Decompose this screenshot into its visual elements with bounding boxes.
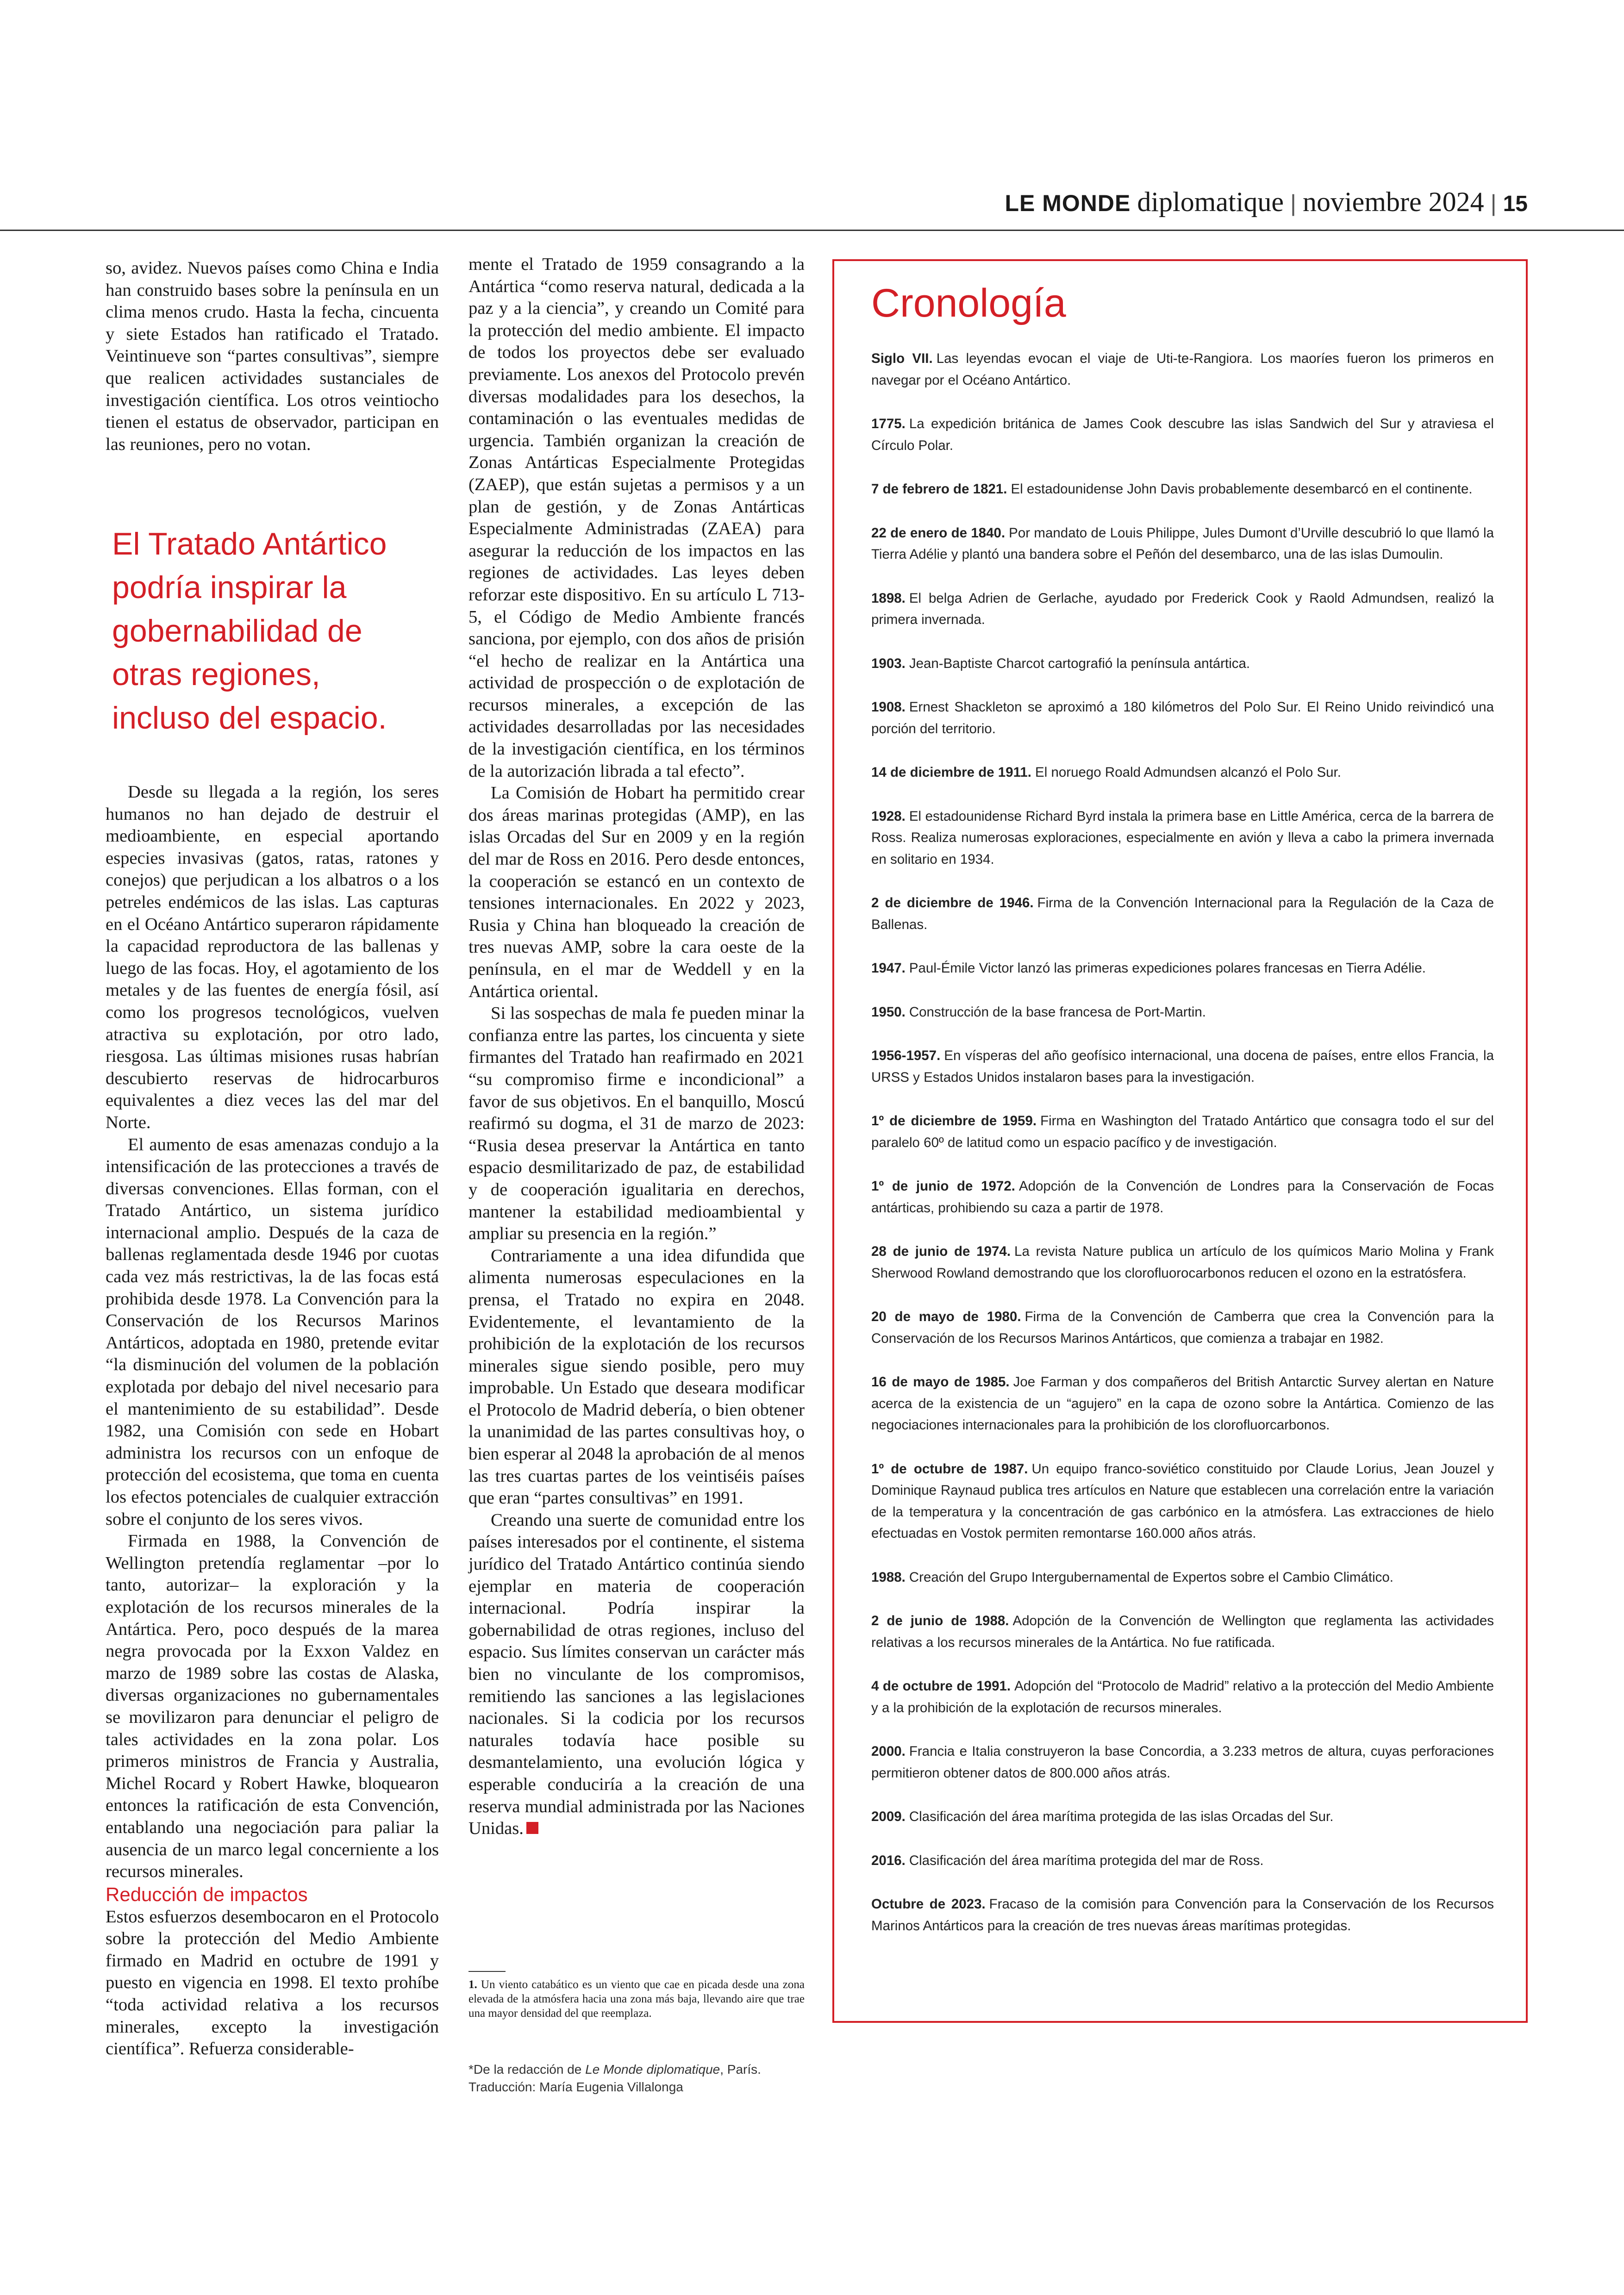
chronology-text: El belga Adrien de Gerlache, ayudado por Frederick Cook y Raold Admundsen, realizó la primera invernada.	[871, 590, 1494, 627]
chronology-date: 1898.	[871, 590, 906, 606]
chronology-item	[871, 958, 1494, 979]
chronology-item	[871, 1676, 1494, 1719]
article-paragraph: Si las sospechas de mala fe pueden minar la confianza entre las partes, los cincuenta y siete firmantes del Tratado han reafirmado en 2021 “su compromiso firme e incondicional” a favor de sus objetivos. En el banquillo, Moscú reafirmó su dogma, el 31 de marzo de 2023: “Rusia desea preservar la Antártica en tanto espacio desmilitarizado de paz, de estabilidad y de cooperación igualitaria en derechos, mantener la estabilidad medioambiental y ampliar su presencia en la región.”	[468, 1004, 805, 1244]
section-subhead: Reducción de impactos	[106, 1883, 308, 1905]
chronology-text: Por mandato de Louis Philippe, Jules Dumont d’Urville descubrió lo que llamó la Tierra Adélie y plantó una bandera sobre el Peñón del desembarco, una de las islas Dumoulin.	[871, 525, 1494, 562]
chronology-text: El estadounidense Richard Byrd instala la primera base en Little América, cerca de la barrera de Ross. Realiza numerosas exploraciones, especialmente en avión y lleva a cabo la primera invernada en solitario en 1934.	[871, 808, 1494, 867]
chronology-text: Creación del Grupo Intergubernamental de Expertos sobre el Cambio Climático.	[909, 1569, 1393, 1585]
chronology-text: La revista Nature publica un artículo de los químicos Mario Molina y Frank Sherwood Rowland demostrando que los clorofluorocarbonos reducen el ozono en la estratósfera.	[871, 1244, 1494, 1281]
page-number: 15	[1503, 192, 1528, 216]
credit-line-2: Traducción: María Eugenia Villalonga	[468, 2080, 683, 2094]
chronology-item	[871, 1894, 1494, 1937]
chronology-date: 14 de diciembre de 1911.	[871, 765, 1032, 780]
credit-suffix: , París.	[720, 2062, 761, 2077]
chronology-item	[871, 1306, 1494, 1349]
header-separator: |	[1490, 190, 1497, 216]
chronology-item	[871, 1002, 1494, 1023]
chronology-text: Ernest Shackleton se aproximó a 180 kilómetros del Polo Sur. El Reino Unido reivindicó una porción del territorio.	[871, 699, 1494, 736]
chronology-text: Adopción del “Protocolo de Madrid” relativo a la protección del Medio Ambiente y a la prohibición de la explotación de recursos minerales.	[871, 1678, 1494, 1715]
chronology-item	[871, 892, 1494, 935]
chronology-date: Siglo VII.	[871, 351, 933, 366]
chronology-item	[871, 697, 1494, 740]
chronology-item	[871, 1372, 1494, 1436]
article-paragraph: El aumento de esas amenazas condujo a la intensificación de las protecciones a través de diversas convenciones. Ellas forman, con el Tratado Antártico, un sistema jurídico internacional amplio. Después de la caza de ballenas reglamentada desde 1946 por cuotas cada vez más restrictivas, la de las focas está prohibida desde 1978. La Convención para la Conservación de los Recursos Marinos Antárticos, adoptada en 1980, pretende evitar “la disminución del volumen de la población explotada por debajo del nivel necesario para el mantenimiento de su estabilidad”. Desde 1982, una Comisión con sede en Hobart administra los recursos con un enfoque de protección del ecosistema, que toma en cuenta los efectos potenciales de cualquier extracción sobre el conjunto de los seres vivos.	[106, 1135, 439, 1529]
chronology-date: 2 de junio de 1988.	[871, 1613, 1009, 1628]
footnote-number: 1.	[468, 1978, 477, 1991]
chronology-date: 16 de mayo de 1985.	[871, 1374, 1010, 1390]
chronology-date: 1950.	[871, 1004, 906, 1020]
chronology-item	[871, 806, 1494, 871]
chronology-date: 28 de junio de 1974.	[871, 1244, 1011, 1259]
chronology-text: Clasificación del área marítima protegida de las islas Orcadas del Sur.	[909, 1809, 1334, 1824]
chronology-date: Octubre de 2023.	[871, 1896, 986, 1912]
chronology-text: El noruego Roald Admundsen alcanzó el Polo Sur.	[1035, 765, 1341, 780]
chronology-date: 2 de diciembre de 1946.	[871, 895, 1034, 911]
chronology-item	[871, 523, 1494, 566]
chronology-item	[871, 1110, 1494, 1154]
credit-prefix: *De la redacción de	[468, 2062, 586, 2077]
page-header	[1005, 186, 1528, 228]
chronology-text: Adopción de la Convención de Londres para la Conservación de Focas antárticas, prohibiendo su caza a partir de 1978.	[871, 1179, 1494, 1216]
chronology-title: Cronología	[871, 281, 1066, 325]
chronology-date: 1947.	[871, 960, 906, 976]
chronology-text: Jean-Baptiste Charcot cartografió la península antártica.	[909, 655, 1250, 671]
publication-brand: LE MONDE	[1005, 190, 1131, 216]
chronology-text: Francia e Italia construyeron la base Concordia, a 3.233 metros de altura, cuyas perforaciones permitieron obtener datos de 800.000 años atrás.	[871, 1744, 1494, 1781]
closing-paragraph-text: Creando una suerte de comunidad entre los países interesados por el continente, el sistema jurídico del Tratado Antártico continúa siendo ejemplar en materia de cooperación internacional. Podría inspirar la gobernabilidad de otras regiones, incluso del espacio. Sus límites conservan un carácter más bien no vinculante de los compromisos, remitiendo las sanciones a las legislaciones nacionales. Si la codicia por los recursos naturales todavía hace posible su desmantelamiento, una evolución lógica y esperable conduciría a la creación de una reserva mundial administrada por las Naciones Unidas.	[468, 1510, 805, 1839]
chronology-date: 20 de mayo de 1980.	[871, 1309, 1021, 1324]
chronology-date: 1º de diciembre de 1959.	[871, 1113, 1037, 1129]
chronology-text: Fracaso de la comisión para Convención para la Conservación de los Recursos Marinos Antárticos para la creación de tres nuevas áreas marítimas protegidas.	[871, 1896, 1494, 1933]
chronology-text: Un equipo franco-soviético constituido por Claude Lorius, Jean Jouzel y Dominique Raynaud publica tres artículos en Nature que establecen una correlación entre la variación de la temperatura y la concentración de gas carbónico en la atmósfera. Las extracciones de hielo efectuadas en Vostok permiten remontarse 160.000 años atrás.	[871, 1461, 1494, 1541]
article-paragraph: Estos esfuerzos desembocaron en el Protocolo sobre la protección del Medio Ambiente firmado en Madrid en octubre de 1991 y puesto en vigencia en 1998. El texto prohíbe “toda actividad relativa a los recursos minerales, excepto la investigación científica”. Refuerza considerable-	[106, 1907, 439, 2059]
chronology-text: Clasificación del área marítima protegida del mar de Ross.	[909, 1852, 1264, 1868]
chronology-text: Joe Farman y dos compañeros del British Antarctic Survey alertan en Nature acerca de la existencia de un “agujero” en la capa de ozono sobre la Antártica. Comienzo de las negociaciones internacionales para la prohibición de los clorofluorcarbonos.	[871, 1374, 1494, 1433]
chronology-text: Construcción de la base francesa de Port-Martin.	[909, 1004, 1206, 1020]
chronology-date: 22 de enero de 1840.	[871, 525, 1006, 541]
article-paragraph: so, avidez. Nuevos países como China e India han construido bases sobre la península en un clima menos crudo. Hasta la fecha, cincuenta y siete Estados han ratificado el Tratado. Veintinueve son “partes consultivas”, siempre que realicen actividades sustanciales de investigación científica. Los otros veintiocho tienen el estatus de observador, participan en las reuniones, pero no votan.	[106, 258, 439, 454]
chronology-date: 1928.	[871, 808, 906, 824]
chronology-text: Firma en Washington del Tratado Antártico que consagra todo el sur del paralelo 60º de latitud como un espacio pacífico y de investigación.	[871, 1113, 1494, 1150]
chronology-item	[871, 653, 1494, 675]
credit-publication: Le Monde diplomatique	[585, 2062, 720, 2077]
chronology-item	[871, 1741, 1494, 1784]
chronology-text: Las leyendas evocan el viaje de Uti-te-Rangiora. Los maoríes fueron los primeros en navegar por el Océano Antártico.	[871, 351, 1494, 388]
chronology-date: 2016.	[871, 1852, 906, 1868]
chronology-item	[871, 1045, 1494, 1088]
chronology-item	[871, 762, 1494, 784]
chronology-text: En vísperas del año geofísico internacional, una docena de países, entre ellos Francia, la URSS y Estados Unidos instalaron bases para la investigación.	[871, 1048, 1494, 1085]
chronology-text: Firma de la Convención de Camberra que crea la Convención para la Conservación de los Recursos Marinos Antárticos, que comienza a trabajar en 1982.	[871, 1309, 1494, 1346]
chronology-item	[871, 1176, 1494, 1219]
chronology-item	[871, 479, 1494, 500]
chronology-date: 2000.	[871, 1744, 906, 1759]
chronology-text: Firma de la Convención Internacional para la Regulación de la Caza de Ballenas.	[871, 895, 1494, 932]
chronology-item	[871, 413, 1494, 456]
article-paragraph: mente el Tratado de 1959 consagrando a la Antártica “como reserva natural, dedicada a la paz y a la ciencia”, y creando un Comité para la protección del medio ambiente. El impacto de todos los proyectos debe ser evaluado previamente. Los anexos del Protocolo prevén diversas modalidades para los desechos, la contaminación o las eventuales medidas de urgencia. También organizan la creación de Zonas Antárticas Especialmente Protegidas (ZAEP), que están sujetas a permisos y a un plan de gestión, y de Zonas Antárticas Especialmente Administradas (ZAEA) para asegurar la reducción de los impactos en las regiones de actividades. Las leyes deben reforzar este dispositivo. En su artículo L 713-5, el Código de Medio Ambiente francés sanciona, por ejemplo, con dos años de prisión “el hecho de realizar en la Antártica una actividad de prospección o de explotación de recursos minerales, a excepción de las actividades desarrolladas por las necesidades de la investigación científica, en los términos de la autorización librada a tal efecto”.	[468, 255, 805, 781]
publication-brand-serif: diplomatique	[1137, 187, 1284, 217]
credit-line-1	[468, 2061, 805, 2078]
article-paragraph: Contrariamente a una idea difundida que alimenta numerosas especulaciones en la prensa, el Tratado no expira en 2048. Evidentemente, el levantamiento de la prohibición de la explotación de los recursos minerales sigue siendo posible, pero muy improbable. Un Estado que deseara modificar el Protocolo de Madrid debería, o bien obtener la unanimidad de las partes consultivas hoy, o bien esperar al 2048 la aprobación de al menos las tres cuartas partes de los veintiséis países que eran “partes consultivas” en 1991.	[468, 1246, 805, 1508]
chronology-date: 1903.	[871, 655, 906, 671]
chronology-item	[871, 1806, 1494, 1828]
chronology-date: 1º de octubre de 1987.	[871, 1461, 1028, 1477]
header-separator: |	[1290, 190, 1297, 216]
article-paragraph	[468, 1509, 805, 1840]
chronology-item	[871, 348, 1494, 391]
chronology-item	[871, 1610, 1494, 1653]
author-credit	[468, 2061, 805, 2096]
article-paragraph: La Comisión de Hobart ha permitido crear dos áreas marinas protegidas (AMP), en las islas Orcadas del Sur en 2009 y en la región del mar de Ross en 2016. Pero desde entonces, la cooperación se estancó en un contexto de tensiones internacionales. En 2022 y 2023, Rusia y China han bloqueado la creación de tres nuevas AMP, sobre la cara oeste de la península, en el mar de Weddell y en la Antártica oriental.	[468, 783, 805, 1001]
article-paragraph: Desde su llegada a la región, los seres humanos no han dejado de destruir el medioambiente, en especial aportando especies invasivas (gatos, ratas, ratones y conejos) que perjudican a los albatros o a los petreles endémicos de las islas. Las capturas en el Océano Antártico superaron rápidamente la capacidad reproductora de las ballenas y luego de las focas. Hoy, el agotamiento de los metales y de las fuentes de energía fósil, así como los progresos tecnológicos, vuelven atractiva su explotación, por otro lado, riesgosa. Las últimas misiones rusas habrían descubierto reservas de hidrocarburos equivalentes a diez veces las del mar del Norte.	[106, 782, 439, 1132]
end-mark-square-icon	[526, 1822, 538, 1834]
pull-quote: El Tratado Antártico podría inspirar la gobernabilidad de otras regiones, incluso del espacio.	[112, 526, 387, 736]
chronology-item	[871, 588, 1494, 631]
footnote-rule	[468, 1971, 506, 1972]
chronology-text: Adopción de la Convención de Wellington que reglamenta las actividades relativas a los recursos minerales de la Antártica. No fue ratificada.	[871, 1613, 1494, 1650]
chronology-date: 2009.	[871, 1809, 906, 1824]
footnote	[468, 1977, 805, 2021]
chronology-date: 4 de octubre de 1991.	[871, 1678, 1011, 1694]
chronology-item	[871, 1241, 1494, 1284]
footnote-text: Un viento catabático es un viento que cae en picada desde una zona elevada de la atmósfera hacia una zona más baja, llevando aire que trae una mayor densidad del que reemplaza.	[468, 1978, 805, 2020]
chronology-date: 1988.	[871, 1569, 906, 1585]
chronology-item	[871, 1567, 1494, 1589]
chronology-item	[871, 1459, 1494, 1545]
chronology-item	[871, 1850, 1494, 1872]
article-column-2	[468, 254, 805, 1840]
chronology-date: 1º de junio de 1972.	[871, 1179, 1015, 1194]
chronology-text: El estadounidense John Davis probablemente desembarcó en el continente.	[1011, 481, 1473, 497]
chronology-text: La expedición británica de James Cook descubre las islas Sandwich del Sur y atraviesa el Círculo Polar.	[871, 416, 1494, 453]
header-rule	[0, 230, 1624, 231]
article-column-1-top	[106, 257, 439, 455]
article-paragraph: Firmada en 1988, la Convención de Wellington pretendía reglamentar –por lo tanto, autorizar– la exploración y la explotación de los recursos minerales de la Antártica. Pero, poco después de la marea negra provocada por la Exxon Valdez en marzo de 1989 sobre las costas de Alaska, diversas organizaciones no gubernamentales se movilizaron para denunciar el peligro de tales actividades en la zona polar. Los primeros ministros de Francia y Australia, Michel Rocard y Robert Hawke, bloquearon entonces la ratificación de esta Convención, entablando una negociación para paliar la ausencia de un marco legal concerniente a los recursos minerales.	[106, 1531, 439, 1882]
issue-date: noviembre 2024	[1303, 187, 1484, 217]
article-column-1-bottom	[106, 781, 439, 2060]
chronology-date: 1908.	[871, 699, 906, 715]
chronology-date: 7 de febrero de 1821.	[871, 481, 1007, 497]
chronology-date: 1956-1957.	[871, 1048, 941, 1063]
chronology-text: Paul-Émile Victor lanzó las primeras expediciones polares francesas en Tierra Adélie.	[909, 960, 1426, 976]
chronology-date: 1775.	[871, 416, 906, 431]
chronology-list	[871, 348, 1494, 1959]
